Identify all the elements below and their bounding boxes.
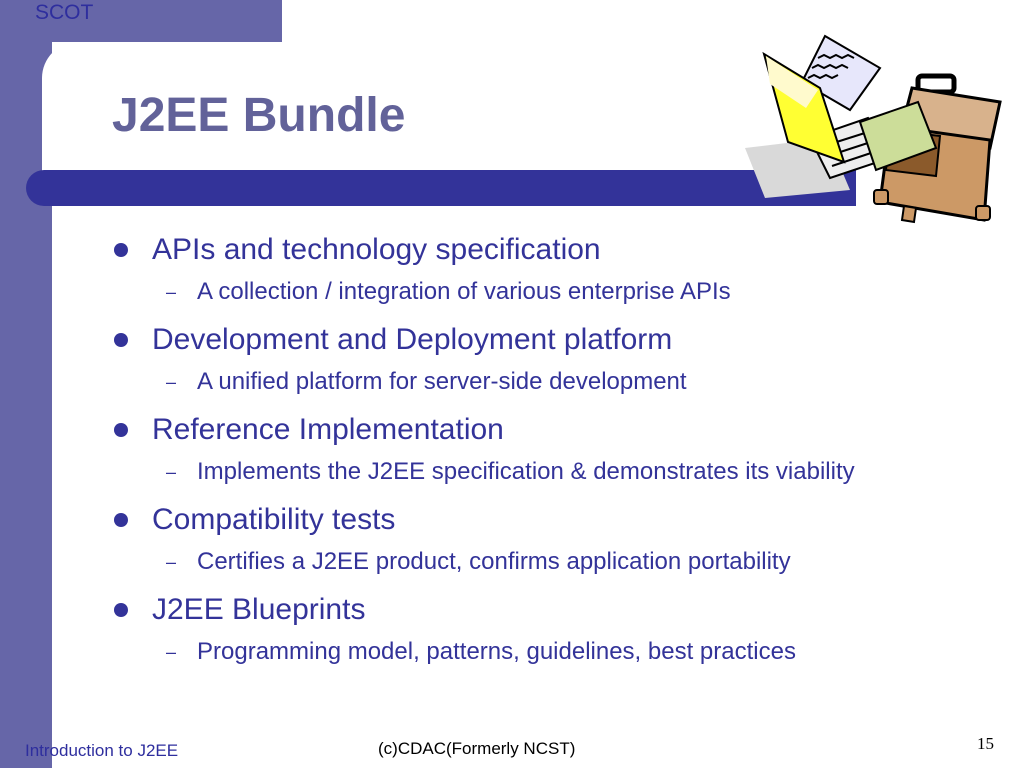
dash-marker: – [166, 642, 177, 662]
briefcase-with-papers-icon [740, 30, 1010, 230]
bullet-list [112, 228, 1012, 678]
list-item [112, 588, 1012, 632]
title-underline-bar [26, 170, 856, 206]
slide-title: J2EE Bundle [112, 89, 406, 142]
footer-copyright: (c)CDAC(Formerly NCST) [378, 739, 576, 758]
sub-bullet-text: A collection / integration of various enterprise APIs [197, 278, 731, 305]
sub-list-item [112, 362, 1012, 408]
bullet-text: APIs and technology specification [152, 233, 601, 266]
dash-marker: – [166, 462, 177, 482]
dash-marker: – [166, 282, 177, 302]
sub-bullet-text: Certifies a J2EE product, confirms application portability [197, 548, 791, 575]
sub-bullet-text: Programming model, patterns, guidelines, best practices [197, 638, 796, 665]
bullet-dot-icon [114, 243, 128, 257]
bullet-dot-icon [114, 513, 128, 527]
dash-marker: – [166, 372, 177, 392]
dash-marker: – [166, 552, 177, 572]
bullet-text: J2EE Blueprints [152, 593, 366, 626]
footer-title: Introduction to J2EE [25, 741, 179, 760]
sub-list-item [112, 632, 1012, 678]
list-item [112, 498, 1012, 542]
bullet-text: Reference Implementation [152, 413, 504, 446]
bullet-dot-icon [114, 423, 128, 437]
bullet-text: Development and Deployment platform [152, 323, 673, 356]
sub-list-item [112, 542, 1012, 588]
list-item [112, 408, 1012, 452]
list-item [112, 228, 1012, 272]
sub-list-item [112, 272, 1012, 318]
sub-bullet-text: Implements the J2EE specification & demonstrates its viability [197, 458, 855, 485]
list-item [112, 318, 1012, 362]
page-number: 15 [977, 734, 994, 753]
sub-bullet-text: A unified platform for server-side development [197, 368, 687, 395]
bullet-text: Compatibility tests [152, 503, 396, 536]
bullet-dot-icon [114, 333, 128, 347]
bullet-dot-icon [114, 603, 128, 617]
header-label: SCOT [35, 1, 94, 24]
sub-list-item [112, 452, 1012, 498]
